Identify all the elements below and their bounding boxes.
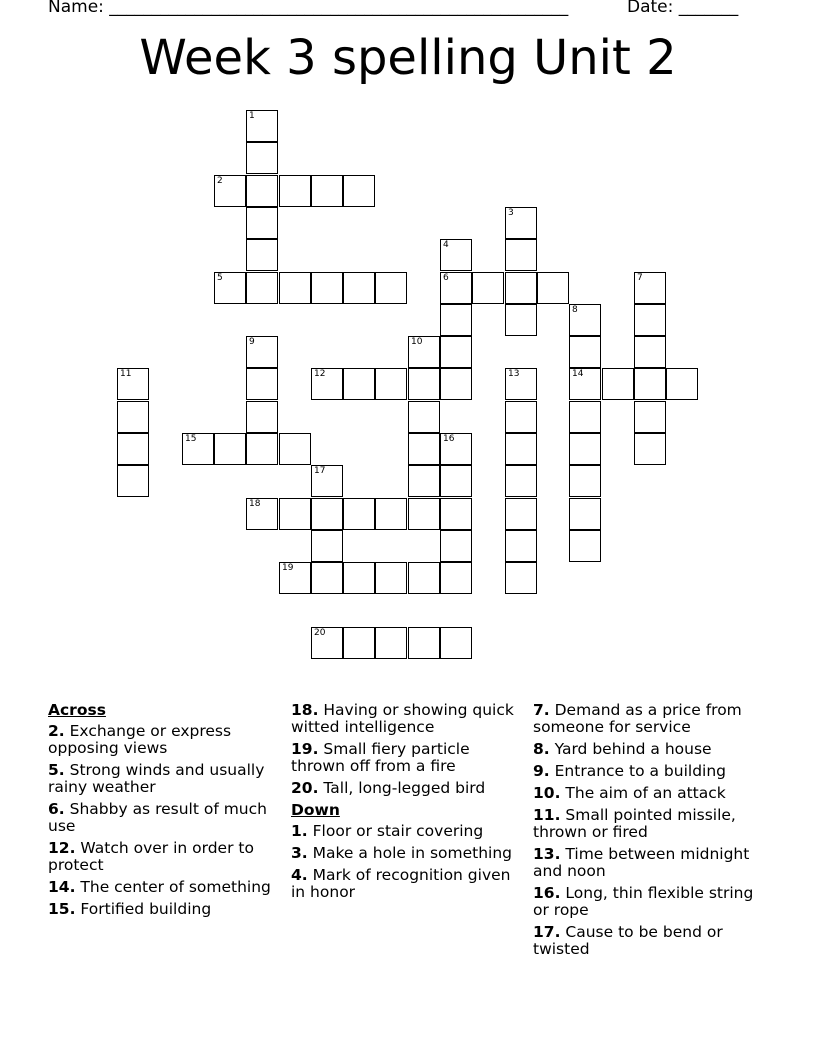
grid-cell[interactable] (311, 175, 343, 207)
clue-num: 1. (291, 822, 308, 840)
grid-cell[interactable] (117, 465, 149, 497)
grid-cell[interactable] (214, 175, 246, 207)
grid-cell[interactable] (246, 207, 278, 239)
clue-text: Demand as a price from someone for service (533, 701, 742, 736)
grid-cell[interactable] (505, 272, 537, 304)
grid-cell[interactable] (440, 530, 472, 562)
clue-number: 7 (637, 273, 643, 283)
grid-cell[interactable] (537, 272, 569, 304)
grid-cell[interactable] (569, 401, 601, 433)
grid-cell[interactable] (375, 562, 407, 594)
grid-cell[interactable] (311, 530, 343, 562)
clue-text: Exchange or express opposing views (48, 722, 232, 757)
clue-item (533, 763, 763, 780)
grid-cell[interactable] (505, 239, 537, 271)
clue-item (48, 762, 278, 796)
clue-number: 9 (249, 337, 255, 347)
grid-cell[interactable] (569, 530, 601, 562)
grid-cell[interactable] (440, 562, 472, 594)
clue-item (533, 846, 763, 880)
date-field-label: Date: _______ (627, 0, 739, 17)
clue-num: 6. (48, 800, 65, 818)
across-heading: Across (48, 701, 106, 719)
clue-column-3 (533, 702, 763, 963)
clue-num: 19. (291, 740, 319, 758)
grid-cell[interactable] (440, 272, 472, 304)
down-heading: Down (291, 801, 340, 819)
grid-cell[interactable] (246, 368, 278, 400)
clue-num: 14. (48, 878, 76, 896)
clue-num: 4. (291, 866, 308, 884)
clue-number: 14 (572, 369, 584, 379)
grid-cell[interactable] (505, 207, 537, 239)
grid-cell[interactable] (214, 272, 246, 304)
clue-number: 3 (508, 208, 514, 218)
clue-item (48, 723, 278, 757)
grid-cell[interactable] (472, 272, 504, 304)
grid-cell[interactable] (505, 498, 537, 530)
grid-cell[interactable] (408, 401, 440, 433)
clue-number: 10 (411, 337, 423, 347)
grid-cell[interactable] (569, 433, 601, 465)
grid-cell[interactable] (440, 368, 472, 400)
grid-cell[interactable] (246, 272, 278, 304)
clue-item (533, 741, 763, 758)
grid-cell[interactable] (408, 336, 440, 368)
clue-num: 2. (48, 722, 65, 740)
clue-number: 19 (282, 563, 294, 573)
grid-cell[interactable] (246, 433, 278, 465)
clue-text: Cause to be bend or twisted (533, 923, 723, 958)
clue-item (533, 924, 763, 958)
clue-item (48, 801, 278, 835)
grid-cell[interactable] (246, 110, 278, 142)
clue-num: 8. (533, 740, 550, 758)
clue-text: Shabby as result of much use (48, 800, 267, 835)
clue-item (533, 702, 763, 736)
grid-cell[interactable] (311, 272, 343, 304)
clue-number: 6 (443, 273, 449, 283)
grid-cell[interactable] (634, 433, 666, 465)
clue-text: Fortified building (80, 900, 212, 918)
grid-cell[interactable] (117, 401, 149, 433)
grid-cell[interactable] (279, 175, 311, 207)
clue-item (291, 702, 521, 736)
clue-text: Watch over in order to protect (48, 839, 254, 874)
clue-number: 8 (572, 305, 578, 315)
grid-cell[interactable] (408, 627, 440, 659)
grid-cell[interactable] (634, 304, 666, 336)
clue-num: 3. (291, 844, 308, 862)
grid-cell[interactable] (408, 562, 440, 594)
clue-item (291, 741, 521, 775)
grid-cell[interactable] (246, 498, 278, 530)
grid-cell[interactable] (343, 175, 375, 207)
clue-text: Time between midnight and noon (533, 845, 750, 880)
clue-num: 5. (48, 761, 65, 779)
grid-cell[interactable] (246, 175, 278, 207)
clue-number: 16 (443, 434, 455, 444)
grid-cell[interactable] (246, 239, 278, 271)
grid-cell[interactable] (279, 433, 311, 465)
grid-cell[interactable] (440, 433, 472, 465)
grid-cell[interactable] (602, 368, 634, 400)
clue-num: 10. (533, 784, 561, 802)
clue-item (48, 879, 278, 896)
grid-cell[interactable] (408, 498, 440, 530)
clue-text: Yard behind a house (554, 740, 712, 758)
clue-text: Make a hole in something (312, 844, 513, 862)
clue-text: Small fiery particle thrown off from a fire (291, 740, 470, 775)
grid-cell[interactable] (505, 401, 537, 433)
grid-cell[interactable] (343, 562, 375, 594)
clue-text: The center of something (80, 878, 271, 896)
grid-cell[interactable] (569, 368, 601, 400)
clue-item (533, 785, 763, 802)
clue-number: 12 (314, 369, 326, 379)
clue-item (48, 901, 278, 918)
grid-cell[interactable] (634, 272, 666, 304)
grid-cell[interactable] (408, 368, 440, 400)
grid-cell[interactable] (505, 433, 537, 465)
grid-cell[interactable] (246, 401, 278, 433)
clue-number: 11 (120, 369, 132, 379)
clue-item (533, 885, 763, 919)
clue-number: 2 (217, 176, 223, 186)
grid-cell[interactable] (182, 433, 214, 465)
grid-cell[interactable] (408, 433, 440, 465)
grid-cell[interactable] (375, 627, 407, 659)
clue-num: 17. (533, 923, 561, 941)
name-field-label: Name: ______________________________________________________ (48, 0, 569, 17)
grid-cell[interactable] (505, 465, 537, 497)
clue-num: 7. (533, 701, 550, 719)
clue-text: Mark of recognition given in honor (291, 866, 511, 901)
grid-cell[interactable] (246, 142, 278, 174)
grid-cell[interactable] (569, 336, 601, 368)
clue-number: 5 (217, 273, 223, 283)
grid-cell[interactable] (375, 368, 407, 400)
grid-cell[interactable] (311, 498, 343, 530)
grid-cell[interactable] (569, 498, 601, 530)
clue-number: 18 (249, 499, 261, 509)
grid-cell[interactable] (634, 401, 666, 433)
grid-cell[interactable] (279, 562, 311, 594)
grid-cell[interactable] (440, 336, 472, 368)
grid-cell[interactable] (569, 465, 601, 497)
clue-item (291, 823, 521, 840)
grid-cell[interactable] (246, 336, 278, 368)
grid-cell[interactable] (343, 627, 375, 659)
grid-cell[interactable] (505, 562, 537, 594)
grid-cell[interactable] (214, 433, 246, 465)
clue-num: 15. (48, 900, 76, 918)
grid-cell[interactable] (311, 368, 343, 400)
clue-text: Strong winds and usually rainy weather (48, 761, 265, 796)
grid-cell[interactable] (505, 368, 537, 400)
grid-cell[interactable] (505, 530, 537, 562)
grid-cell[interactable] (408, 465, 440, 497)
clue-item (291, 780, 521, 797)
clue-num: 9. (533, 762, 550, 780)
grid-cell[interactable] (279, 272, 311, 304)
clue-num: 16. (533, 884, 561, 902)
clue-number: 17 (314, 466, 326, 476)
clue-num: 13. (533, 845, 561, 863)
grid-cell[interactable] (440, 465, 472, 497)
clue-column-2 (291, 702, 521, 906)
grid-cell[interactable] (375, 272, 407, 304)
clue-text: The aim of an attack (565, 784, 726, 802)
clue-num: 20. (291, 779, 319, 797)
clue-item (291, 845, 521, 862)
grid-cell[interactable] (343, 272, 375, 304)
clue-num: 11. (533, 806, 561, 824)
grid-cell[interactable] (505, 304, 537, 336)
grid-cell[interactable] (311, 562, 343, 594)
clue-text: Small pointed missile, thrown or fired (533, 806, 736, 841)
clue-text: Tall, long-legged bird (323, 779, 486, 797)
grid-cell[interactable] (666, 368, 698, 400)
clue-num: 18. (291, 701, 319, 719)
grid-cell[interactable] (343, 498, 375, 530)
grid-cell[interactable] (117, 368, 149, 400)
grid-cell[interactable] (440, 304, 472, 336)
clue-number: 15 (185, 434, 197, 444)
clue-number: 13 (508, 369, 520, 379)
grid-cell[interactable] (375, 498, 407, 530)
clue-item (291, 867, 521, 901)
grid-cell[interactable] (634, 368, 666, 400)
grid-cell[interactable] (279, 498, 311, 530)
clue-text: Entrance to a building (554, 762, 726, 780)
clue-item (48, 840, 278, 874)
grid-cell[interactable] (440, 239, 472, 271)
clue-num: 12. (48, 839, 76, 857)
clue-item (533, 807, 763, 841)
grid-cell[interactable] (117, 433, 149, 465)
grid-cell[interactable] (343, 368, 375, 400)
clue-column-1 (48, 702, 278, 923)
clue-text: Having or showing quick witted intelligence (291, 701, 514, 736)
grid-cell[interactable] (440, 627, 472, 659)
clue-number: 20 (314, 628, 326, 638)
grid-cell[interactable] (440, 498, 472, 530)
clue-number: 1 (249, 111, 255, 121)
clue-text: Long, thin flexible string or rope (533, 884, 754, 919)
grid-cell[interactable] (569, 304, 601, 336)
grid-cell[interactable] (311, 465, 343, 497)
clue-text: Floor or stair covering (312, 822, 484, 840)
clue-number: 4 (443, 240, 449, 250)
grid-cell[interactable] (634, 336, 666, 368)
grid-cell[interactable] (311, 627, 343, 659)
page-title: Week 3 spelling Unit 2 (139, 30, 677, 86)
